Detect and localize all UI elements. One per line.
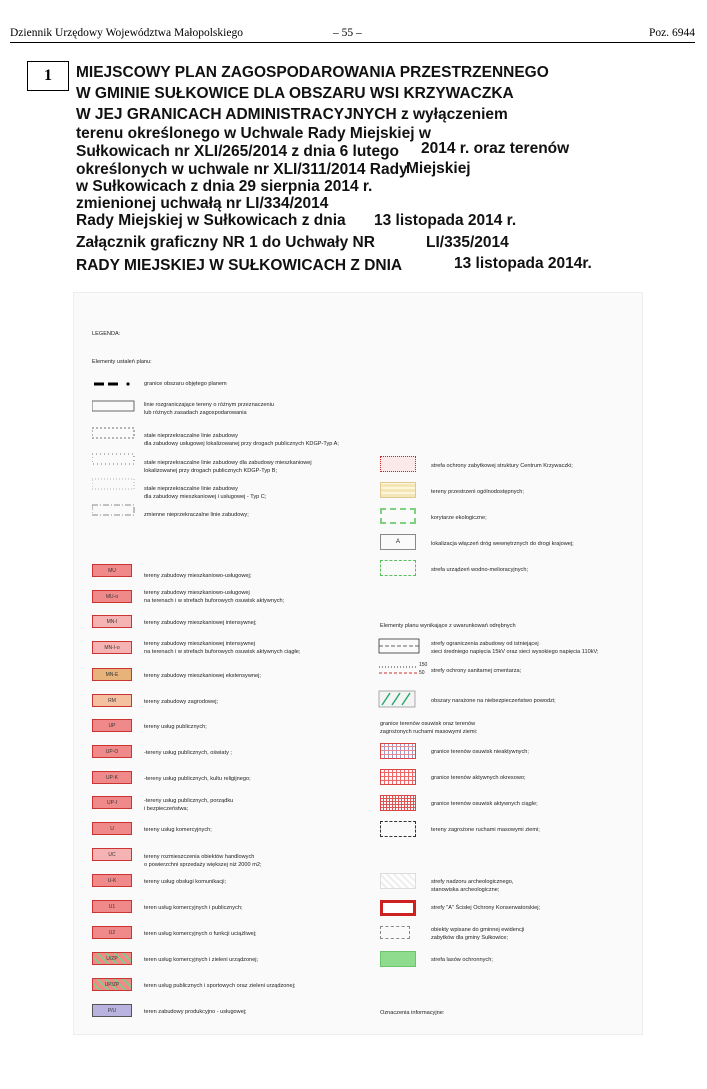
archaeology-swatch: [380, 873, 416, 889]
legend-text: zmienne nieprzekraczalne linie zabudowy;: [144, 512, 249, 518]
legend-text: dla zabudowy mieszkaniowej i usługowej - Typ C;: [144, 494, 267, 500]
legend-text: granice terenów aktywnych okresowo;: [431, 775, 526, 781]
historic-zone-swatch: [380, 456, 416, 472]
public-space-swatch: [380, 482, 416, 498]
zone-swatch: UP/ZP: [92, 978, 132, 991]
zone-swatch: MN-I-o: [92, 641, 132, 654]
distance-label-150: 150: [419, 662, 428, 668]
legend-text: zabytków dla gminy Sułkowice;: [431, 935, 509, 941]
legend-text: granice terenów osuwisk nieaktywnych;: [431, 749, 529, 755]
legend-text: korytarze ekologiczne;: [431, 515, 487, 521]
journal-name: Dziennik Urzędowy Województwa Małopolskiego: [10, 27, 243, 39]
legend-text: strefa ochrony zabytkowej struktury Centrum Krzywaczki;: [431, 463, 573, 469]
zone-label: tereny zabudowy mieszkaniowo-usługowej: [144, 590, 250, 596]
legend-text: sieci średniego napięcia 15kV oraz sieci wysokiego napięcia 110kV;: [431, 649, 599, 655]
legend-text: obszary narażone na niebezpieczeństwo powodzi;: [431, 698, 556, 704]
legend-text: zagrożonych ruchami masowymi ziemi:: [380, 729, 478, 735]
legend-text: stałe nieprzekraczalne linie zabudowy dla zabudowy mieszkaniowej: [144, 460, 312, 466]
legend-text: tereny zagrożone ruchami masowymi ziemi;: [431, 827, 540, 833]
legend-text: dla zabudowy usługowej lokalizowanej przy drogach publicznych KDGP-Typ A;: [144, 441, 339, 447]
legend-text: obiekty wpisane do gminnej ewidencji: [431, 927, 525, 933]
title-line: W JEJ GRANICACH ADMINISTRACYJNYCH z wyłączeniem: [76, 106, 508, 123]
title-line: W GMINIE SUŁKOWICE DLA OBSZARU WSI KRZYWACZKA: [76, 85, 514, 102]
mass-movement-swatch: [380, 821, 416, 837]
title-line: terenu określonego w Uchwale Rady Miejskiej w: [76, 125, 431, 142]
page-number: – 55 –: [333, 27, 362, 39]
zone-swatch: MU: [92, 564, 132, 577]
legend-text: stanowiska archeologiczne;: [431, 887, 500, 893]
inactive-landslide-swatch: [380, 743, 416, 759]
title-line: określonych w uchwale nr XLI/311/2014 Rady: [76, 161, 408, 178]
zone-label: tereny zabudowy mieszkaniowej intensywnej: [144, 641, 255, 647]
legend-text: stałe nieprzekraczalne linie zabudowy: [144, 433, 238, 439]
zone-label: i bezpieczeństwa;: [144, 806, 189, 812]
legend-text: granice terenów osuwisk oraz terenów: [380, 721, 476, 727]
zone-label: na terenach i w strefach buforowych osuwisk aktywnych;: [144, 598, 285, 604]
road-access-marker: A: [380, 534, 416, 550]
title-line: 13 listopada 2014 r.: [374, 212, 517, 229]
protective-forest-swatch: [380, 951, 416, 967]
legend-text: strefa urządzeń wodno-melioracyjnych;: [431, 567, 529, 573]
title-line: Rady Miejskiej w Sułkowicach z dnia: [76, 212, 346, 229]
page-header: [10, 26, 695, 43]
title-line: Sułkowicach nr XLI/265/2014 z dnia 6 lutego: [76, 143, 400, 160]
zone-swatch: U-K: [92, 874, 132, 887]
zone-swatch: UP-I: [92, 796, 132, 809]
zone-swatch: P/U: [92, 1004, 132, 1017]
legend-text: strefa lasów ochronnych;: [431, 957, 493, 963]
zone-label: tereny zabudowy mieszkaniowej intensywnej;: [144, 620, 257, 626]
zone-label: tereny zabudowy zagrodowej;: [144, 699, 219, 705]
ecological-corridor-swatch: [380, 508, 416, 524]
legend-text: strefy nadzoru archeologicznego,: [431, 879, 514, 885]
strict-protection-swatch: [380, 900, 416, 916]
zone-label: teren usług komercyjnych i publicznych;: [144, 905, 243, 911]
title-line: RADY MIEJSKIEJ W SUŁKOWICACH Z DNIA: [76, 257, 403, 274]
legend-section-plan-elements: Elementy ustaleń planu:: [92, 359, 152, 365]
legend-text: linie rozgraniczające tereny o różnym przeznaczeniu: [144, 402, 274, 408]
zone-swatch: UP: [92, 719, 132, 732]
zone-label: teren zabudowy produkcyjno - usługowej;: [144, 1009, 247, 1015]
zone-label: -tereny usług publicznych, kultu religijnego;: [144, 776, 251, 782]
line-symbols: [92, 377, 136, 527]
zone-label: -tereny usług publicznych, porządku: [144, 798, 234, 804]
title-line: Załącznik graficzny NR 1 do Uchwały NR: [76, 234, 375, 251]
legend-text: granice obszaru objętego planem: [144, 381, 227, 387]
legend-text: tereny przestrzeni ogólnodostępnych;: [431, 489, 524, 495]
zone-label: teren usług publicznych i sportowych oraz zieleni urządzonej;: [144, 983, 296, 989]
zone-label: tereny zabudowy mieszkaniowej ekstensywnej;: [144, 673, 261, 679]
title-line: zmienionej uchwałą nr LI/334/2014: [76, 195, 329, 212]
title-line: 13 listopada 2014r.: [454, 255, 592, 272]
legend-text: lokalizowanej przy drogach publicznych KDGP-Typ B;: [144, 468, 278, 474]
legend-heading: LEGENDA:: [92, 331, 121, 337]
title-line: LI/335/2014: [426, 234, 509, 251]
zone-label: o powierzchni sprzedaży większej niż 2000 m2;: [144, 862, 262, 868]
attachment-number-box: 1: [27, 61, 69, 91]
zone-swatch: U2: [92, 926, 132, 939]
zone-label: teren usług komercyjnych o funkcji uciążliwej;: [144, 931, 257, 937]
zone-swatch: MU-o: [92, 590, 132, 603]
zone-swatch: UP-K: [92, 771, 132, 784]
zone-label: na terenach i w strefach buforowych osuwisk aktywnych ciągłe;: [144, 649, 301, 655]
position-number: Poz. 6944: [649, 27, 695, 39]
title-line: w Sułkowicach z dnia 29 sierpnia 2014 r.: [76, 178, 373, 195]
zone-swatch: UC: [92, 848, 132, 861]
zone-swatch: UP-O: [92, 745, 132, 758]
title-line: MIEJSCOWY PLAN ZAGOSPODAROWANIA PRZESTRZENNEGO: [76, 64, 549, 81]
zone-swatch: RM: [92, 694, 132, 707]
legend-panel: [73, 292, 643, 1035]
legend-footer: Oznaczenia informacyjne:: [380, 1010, 445, 1016]
legend-text: strefy ograniczenia zabudowy od istniejącej: [431, 641, 539, 647]
zone-swatch: U1: [92, 900, 132, 913]
zone-swatch: MN-E: [92, 668, 132, 681]
periodic-landslide-swatch: [380, 769, 416, 785]
zone-label: tereny rozmieszczenia obiektów handlowych: [144, 854, 255, 860]
registered-monument-swatch: [380, 926, 410, 939]
legend-text: strefy ochrony sanitarnej cmentarza;: [431, 668, 522, 674]
zone-label: teren usług komercyjnych i zieleni urządzonej;: [144, 957, 259, 963]
legend-text: stałe nieprzekraczalne linie zabudowy: [144, 486, 238, 492]
legend-text: granice terenów osuwisk aktywnych ciągle;: [431, 801, 538, 807]
active-landslide-swatch: [380, 795, 416, 811]
legend-text: strefy "A" Ścisłej Ochrony Konserwatorskiej;: [431, 905, 541, 911]
zone-label: tereny zabudowy mieszkaniowo-usługowej;: [144, 573, 252, 579]
legend-text: lub różnych zasadach zagospodarowania: [144, 410, 247, 416]
zone-swatch: U/ZP: [92, 952, 132, 965]
water-zone-swatch: [380, 560, 416, 576]
distance-label-50: 50: [419, 670, 425, 676]
title-line: 2014 r. oraz terenów: [421, 140, 570, 157]
zone-label: tereny usług publicznych;: [144, 724, 207, 730]
zone-swatch: U: [92, 822, 132, 835]
zone-label: tereny usług komercyjnych;: [144, 827, 212, 833]
zone-swatch: MN-I: [92, 615, 132, 628]
zone-label: tereny usług obsługi komunikacji;: [144, 879, 227, 885]
legend-text: lokalizacja włączeń dróg wewnętrznych do drogi krajowej;: [431, 541, 574, 547]
title-line: Miejskiej: [406, 160, 471, 177]
zone-label: -tereny usług publicznych, oświaty ;: [144, 750, 232, 756]
legend-section-external: Elementy planu wynikające z uwarunkowań odrębnych: [380, 623, 516, 629]
